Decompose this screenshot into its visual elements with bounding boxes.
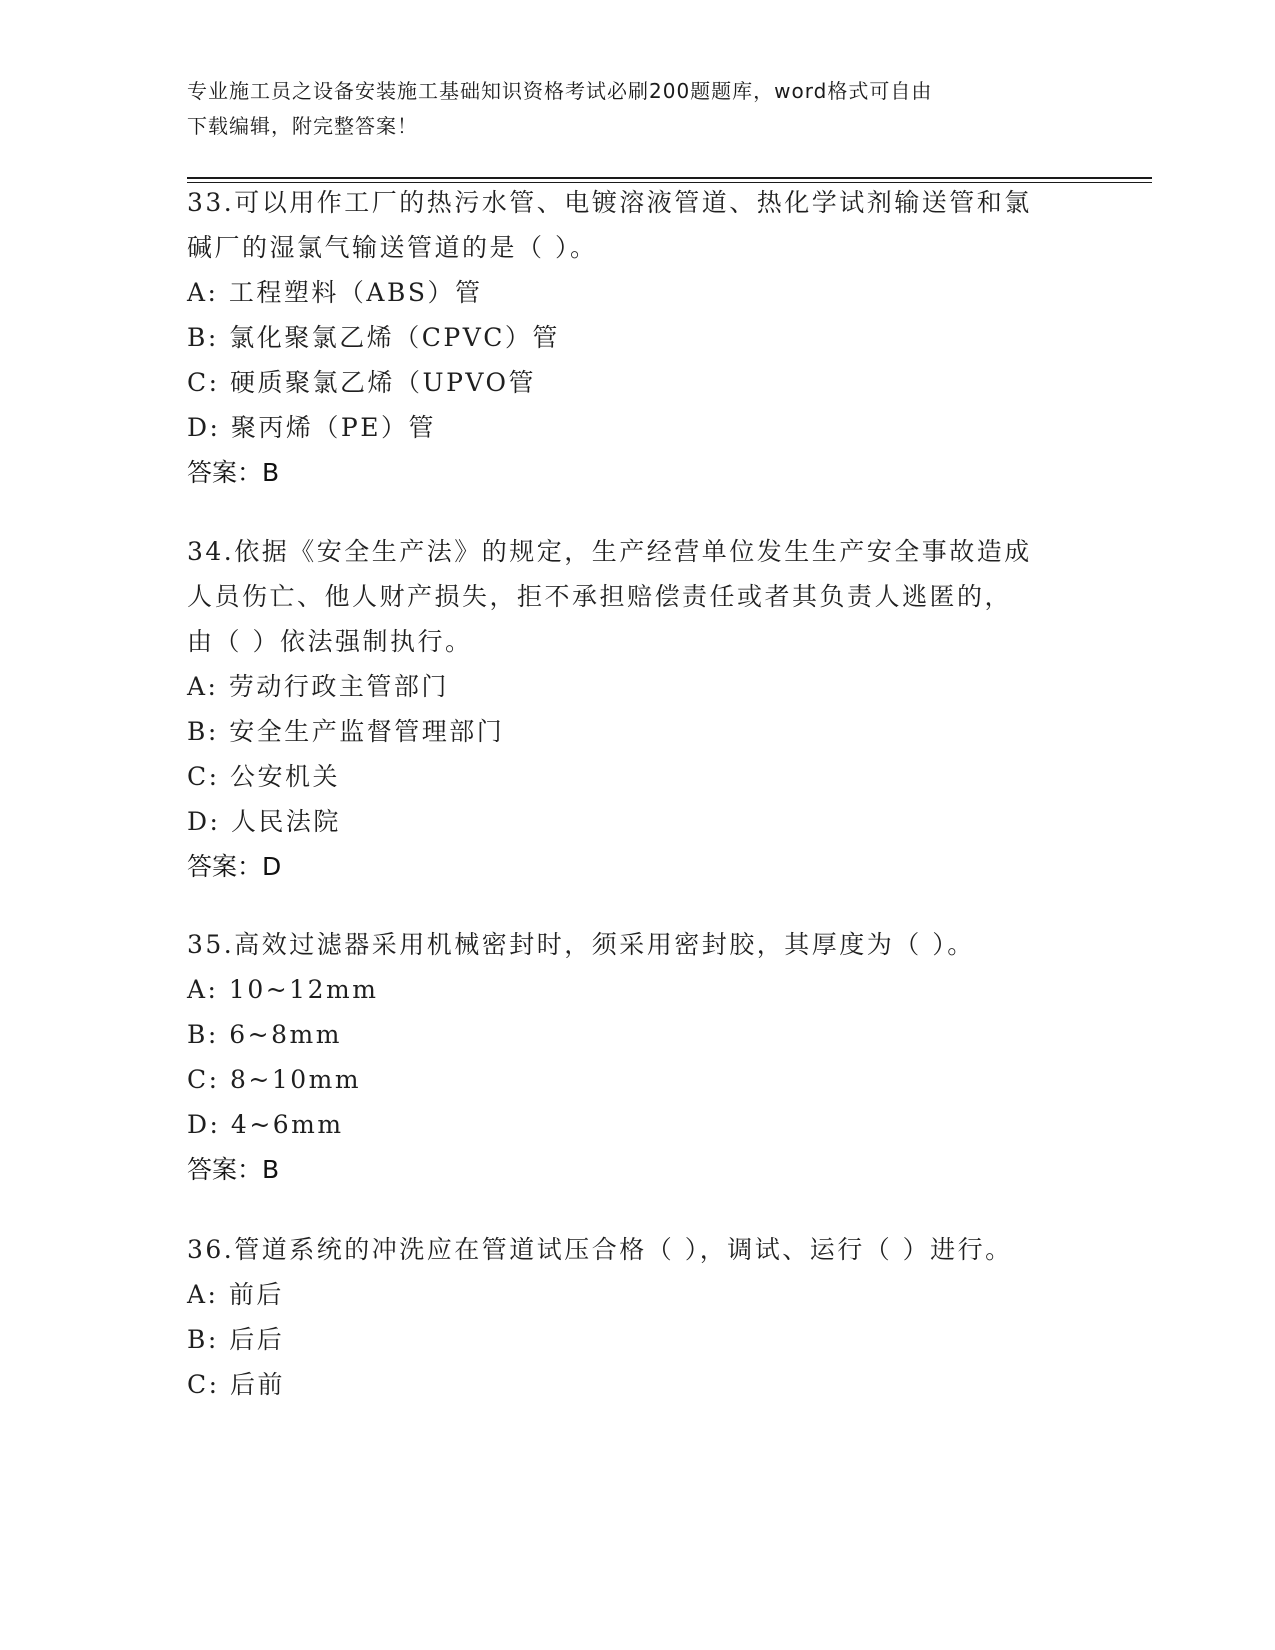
option-a: A: 劳动行政主管部门: [187, 672, 449, 701]
option-b: B: 安全生产监督管理部门: [187, 717, 505, 746]
question-35: [187, 922, 1087, 1192]
option-d: D: 人民法院: [187, 807, 341, 836]
option-d: D: 4~6mm: [187, 1110, 344, 1139]
option-b: B: 氯化聚氯乙烯（CPVC）管: [187, 323, 560, 352]
option-a: A: 10~12mm: [187, 975, 379, 1004]
option-c: C: 后前: [187, 1370, 285, 1399]
question-33: [187, 180, 1087, 495]
option-c: C: 公安机关: [187, 762, 340, 791]
option-b: B: 6~8mm: [187, 1020, 342, 1049]
question-stem-line: 33.可以用作工厂的热污水管、电镀溶液管道、热化学试剂输送管和氯: [187, 188, 1032, 217]
answer: 答案：B: [187, 1155, 280, 1184]
option-c: C: 8~10mm: [187, 1065, 362, 1094]
option-a: A: 工程塑料（ABS）管: [187, 278, 483, 307]
header-line-1: 专业施工员之设备安装施工基础知识资格考试必刷200题题库，word格式可自由: [187, 79, 933, 103]
question-stem-line: 人员伤亡、他人财产损失，拒不承担赔偿责任或者其负责人逃匿的，: [187, 582, 1013, 611]
question-stem-line: 碱厂的湿氯气输送管道的是（ ）。: [187, 233, 598, 262]
header-line-2: 下载编辑，附完整答案！: [187, 114, 418, 138]
question-stem-line: 35.高效过滤器采用机械密封时，须采用密封胶，其厚度为（ ）。: [187, 930, 975, 959]
question-stem-line: 由（ ）依法强制执行。: [187, 627, 473, 656]
header-divider-thick: [187, 177, 1152, 179]
question-36: [187, 1227, 1087, 1407]
option-b: B: 后后: [187, 1325, 285, 1354]
question-stem-line: 34.依据《安全生产法》的规定，生产经营单位发生生产安全事故造成: [187, 537, 1032, 566]
question-34: [187, 529, 1087, 889]
option-a: A: 前后: [187, 1280, 284, 1309]
question-stem-line: 36.管道系统的冲洗应在管道试压合格（ ），调试、运行（ ）进行。: [187, 1235, 1013, 1264]
option-c: C: 硬质聚氯乙烯（UPVO管: [187, 368, 536, 397]
answer: 答案：B: [187, 458, 280, 487]
answer: 答案：D: [187, 852, 282, 881]
document-header: [187, 74, 1067, 144]
option-d: D: 聚丙烯（PE）管: [187, 413, 436, 442]
